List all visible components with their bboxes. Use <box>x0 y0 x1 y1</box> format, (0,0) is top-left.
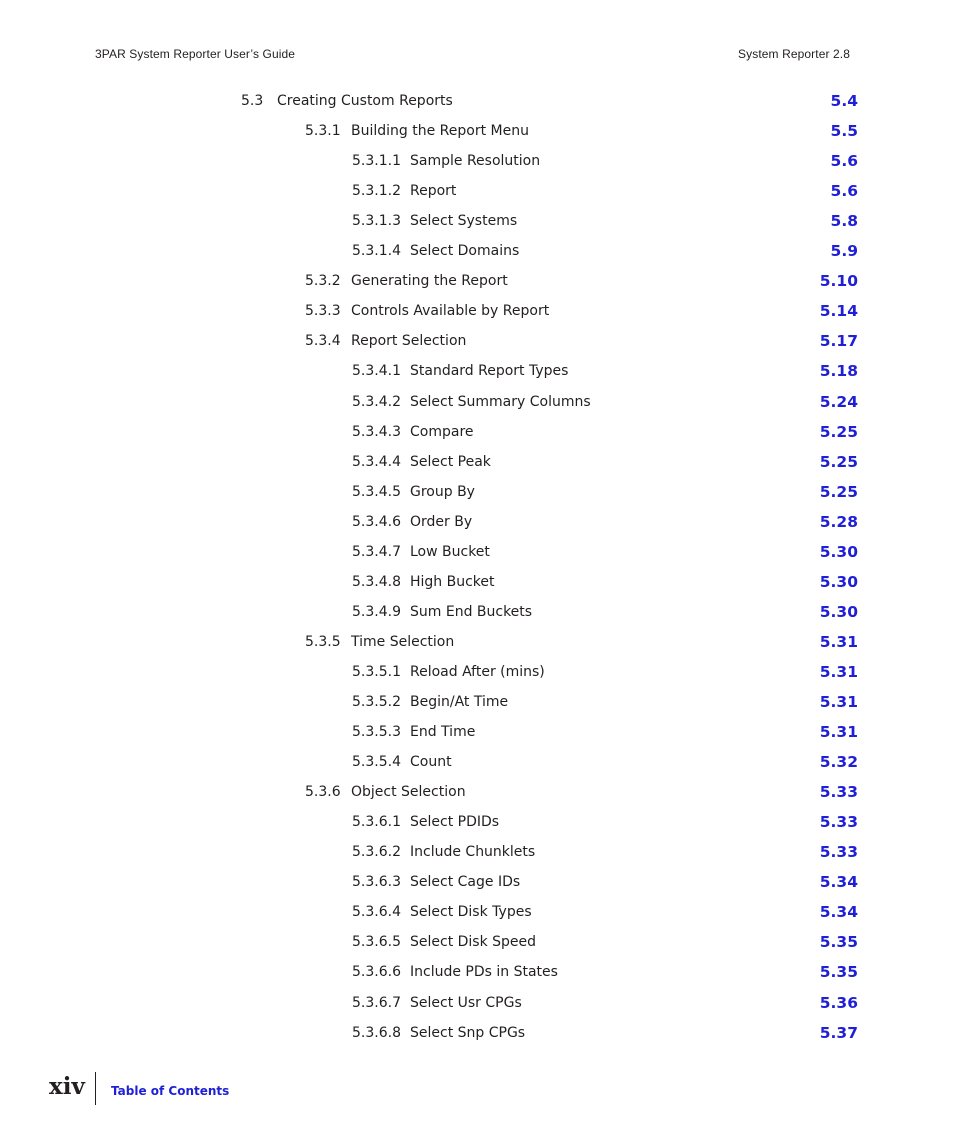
toc-entry-title: Order By <box>410 514 473 530</box>
toc-entry-title: Controls Available by Report <box>351 303 550 319</box>
toc-entry-title: Report Selection <box>351 333 467 349</box>
toc-entry-title: Select Usr CPGs <box>410 995 522 1011</box>
toc-entry-title: Select Cage IDs <box>410 874 521 890</box>
toc-entry-title: High Bucket <box>410 574 495 590</box>
toc-entry[interactable] <box>0 723 954 745</box>
toc-entry-number: 5.3.1 <box>305 123 341 139</box>
toc-entry-title: Select Summary Columns <box>410 394 591 410</box>
toc-entry-title: Sample Resolution <box>410 153 541 169</box>
toc-entry-title: End Time <box>410 724 476 740</box>
toc-entry-number: 5.3.6.8 <box>352 1025 401 1041</box>
toc-entry-number: 5.3.3 <box>305 303 341 319</box>
toc-entry-title: Begin/At Time <box>410 694 509 710</box>
toc-entry[interactable] <box>0 122 954 144</box>
toc-entry-number: 5.3.2 <box>305 273 341 289</box>
toc-entry[interactable] <box>0 994 954 1016</box>
toc-entry-number: 5.3.5.4 <box>352 754 401 770</box>
toc-entry[interactable] <box>0 332 954 354</box>
toc-entry[interactable] <box>0 603 954 625</box>
toc-entry-page-link[interactable]: 5.17 <box>819 332 858 350</box>
toc-entry[interactable] <box>0 423 954 445</box>
running-header-title: 3PAR System Reporter User’s Guide <box>95 47 296 61</box>
toc-entry-title: Standard Report Types <box>410 363 569 379</box>
toc-entry-number: 5.3.4.8 <box>352 574 401 590</box>
toc-entry[interactable] <box>0 182 954 204</box>
toc-entry-page-link[interactable]: 5.31 <box>819 693 858 711</box>
toc-entry-page-link[interactable]: 5.9 <box>830 242 858 260</box>
toc-entry-number: 5.3.5.2 <box>352 694 401 710</box>
toc-entry-number: 5.3.1.2 <box>352 183 401 199</box>
toc-entry-page-link[interactable]: 5.31 <box>819 723 858 741</box>
toc-entry-page-link[interactable]: 5.28 <box>819 513 858 531</box>
toc-entry-number: 5.3.6.5 <box>352 934 401 950</box>
toc-entry-title: Include PDs in States <box>410 964 558 980</box>
toc-entry-number: 5.3.1.3 <box>352 213 401 229</box>
toc-entry[interactable] <box>0 693 954 715</box>
toc-entry-number: 5.3.4.1 <box>352 363 401 379</box>
toc-entry-title: Generating the Report <box>351 273 508 289</box>
toc-entry-page-link[interactable]: 5.30 <box>819 603 858 621</box>
toc-entry-number: 5.3.4.6 <box>352 514 401 530</box>
toc-entry-number: 5.3 <box>241 93 264 109</box>
toc-entry-page-link[interactable]: 5.36 <box>819 994 858 1012</box>
toc-entry-number: 5.3.4 <box>305 333 341 349</box>
toc-entry-page-link[interactable]: 5.30 <box>819 543 858 561</box>
toc-entry[interactable] <box>0 513 954 535</box>
toc-entry[interactable] <box>0 663 954 685</box>
footer-divider <box>95 1072 96 1105</box>
toc-entry-title: Creating Custom Reports <box>277 93 453 109</box>
toc-entry-page-link[interactable]: 5.4 <box>830 92 858 110</box>
toc-entry[interactable] <box>0 453 954 475</box>
toc-entry[interactable] <box>0 1024 954 1046</box>
toc-entry-number: 5.3.4.5 <box>352 484 401 500</box>
toc-entry[interactable] <box>0 242 954 264</box>
toc-entry-number: 5.3.4.9 <box>352 604 401 620</box>
toc-entry[interactable] <box>0 573 954 595</box>
toc-entry-title: Compare <box>410 424 474 440</box>
toc-entry-title: Object Selection <box>351 784 466 800</box>
toc-entry-page-link[interactable]: 5.37 <box>819 1024 858 1042</box>
toc-entry-page-link[interactable]: 5.30 <box>819 573 858 591</box>
toc-entry-page-link[interactable]: 5.8 <box>830 212 858 230</box>
toc-entry-number: 5.3.6.4 <box>352 904 401 920</box>
toc-entry-page-link[interactable]: 5.33 <box>819 783 858 801</box>
toc-entry-number: 5.3.5.1 <box>352 664 401 680</box>
toc-entry[interactable] <box>0 272 954 294</box>
toc-entry[interactable] <box>0 873 954 895</box>
toc-entry-page-link[interactable]: 5.31 <box>819 633 858 651</box>
toc-entry[interactable] <box>0 152 954 174</box>
running-header-version: System Reporter 2.8 <box>738 47 850 61</box>
toc-entry-title: Count <box>410 754 452 770</box>
toc-entry-title: Sum End Buckets <box>410 604 533 620</box>
toc-entry-page-link[interactable]: 5.18 <box>819 362 858 380</box>
toc-entry[interactable] <box>0 783 954 805</box>
toc-entry-number: 5.3.6.7 <box>352 995 401 1011</box>
toc-entry-number: 5.3.5.3 <box>352 724 401 740</box>
toc-entry-number: 5.3.1.4 <box>352 243 401 259</box>
toc-entry-page-link[interactable]: 5.31 <box>819 663 858 681</box>
toc-entry-page-link[interactable]: 5.14 <box>819 302 858 320</box>
toc-entry[interactable] <box>0 903 954 925</box>
toc-entry-number: 5.3.4.4 <box>352 454 401 470</box>
toc-entry-number: 5.3.6 <box>305 784 341 800</box>
toc-entry-page-link[interactable]: 5.6 <box>830 182 858 200</box>
footer-page-number: xiv <box>49 1073 85 1100</box>
toc-entry-title: Include Chunklets <box>410 844 536 860</box>
toc-entry-title: Select Domains <box>410 243 520 259</box>
toc-entry-number: 5.3.6.1 <box>352 814 401 830</box>
toc-entry[interactable] <box>0 963 954 985</box>
toc-entry-page-link[interactable]: 5.35 <box>819 963 858 981</box>
toc-entry-page-link[interactable]: 5.5 <box>830 122 858 140</box>
toc-entry-page-link[interactable]: 5.35 <box>819 933 858 951</box>
toc-entry-title: Select Disk Speed <box>410 934 537 950</box>
toc-entry-number: 5.3.4.3 <box>352 424 401 440</box>
footer-section-link[interactable]: Table of Contents <box>111 1084 230 1098</box>
toc-entry-number: 5.3.6.3 <box>352 874 401 890</box>
toc-entry[interactable] <box>0 362 954 384</box>
toc-entry-page-link[interactable]: 5.24 <box>819 393 858 411</box>
toc-entry-page-link[interactable]: 5.33 <box>819 813 858 831</box>
toc-entry-title: Select Peak <box>410 454 491 470</box>
toc-entry[interactable] <box>0 543 954 565</box>
toc-entry-page-link[interactable]: 5.25 <box>819 483 858 501</box>
toc-entry-title: Report <box>410 183 457 199</box>
toc-entry-page-link[interactable]: 5.25 <box>819 423 858 441</box>
toc-entry-title: Building the Report Menu <box>351 123 529 139</box>
toc-entry-number: 5.3.1.1 <box>352 153 401 169</box>
toc-entry[interactable] <box>0 212 954 234</box>
toc-entry-page-link[interactable]: 5.10 <box>819 272 858 290</box>
toc-entry-page-link[interactable]: 5.32 <box>819 753 858 771</box>
toc-entry[interactable] <box>0 483 954 505</box>
toc-entry-title: Select Systems <box>410 213 518 229</box>
toc-entry-number: 5.3.4.7 <box>352 544 401 560</box>
toc-entry-title: Select Snp CPGs <box>410 1025 526 1041</box>
toc-entry-number: 5.3.6.6 <box>352 964 401 980</box>
toc-entry-page-link[interactable]: 5.33 <box>819 843 858 861</box>
toc-entry[interactable] <box>0 753 954 775</box>
toc-entry-title: Select Disk Types <box>410 904 532 920</box>
toc-entry[interactable] <box>0 813 954 835</box>
toc-entry[interactable] <box>0 92 954 114</box>
toc-entry[interactable] <box>0 633 954 655</box>
toc-entry-page-link[interactable]: 5.6 <box>830 152 858 170</box>
toc-entry-title: Reload After (mins) <box>410 664 545 680</box>
toc-entry-page-link[interactable]: 5.25 <box>819 453 858 471</box>
toc-entry[interactable] <box>0 843 954 865</box>
toc-entry-number: 5.3.4.2 <box>352 394 401 410</box>
toc-entry-number: 5.3.5 <box>305 634 341 650</box>
toc-entry-page-link[interactable]: 5.34 <box>819 873 858 891</box>
toc-entry-title: Low Bucket <box>410 544 490 560</box>
toc-entry[interactable] <box>0 933 954 955</box>
toc-entry-page-link[interactable]: 5.34 <box>819 903 858 921</box>
toc-entry-title: Time Selection <box>351 634 455 650</box>
toc-entry[interactable] <box>0 393 954 415</box>
toc-entry-title: Select PDIDs <box>410 814 500 830</box>
toc-entry-number: 5.3.6.2 <box>352 844 401 860</box>
toc-entry[interactable] <box>0 302 954 324</box>
toc-entry-title: Group By <box>410 484 475 500</box>
